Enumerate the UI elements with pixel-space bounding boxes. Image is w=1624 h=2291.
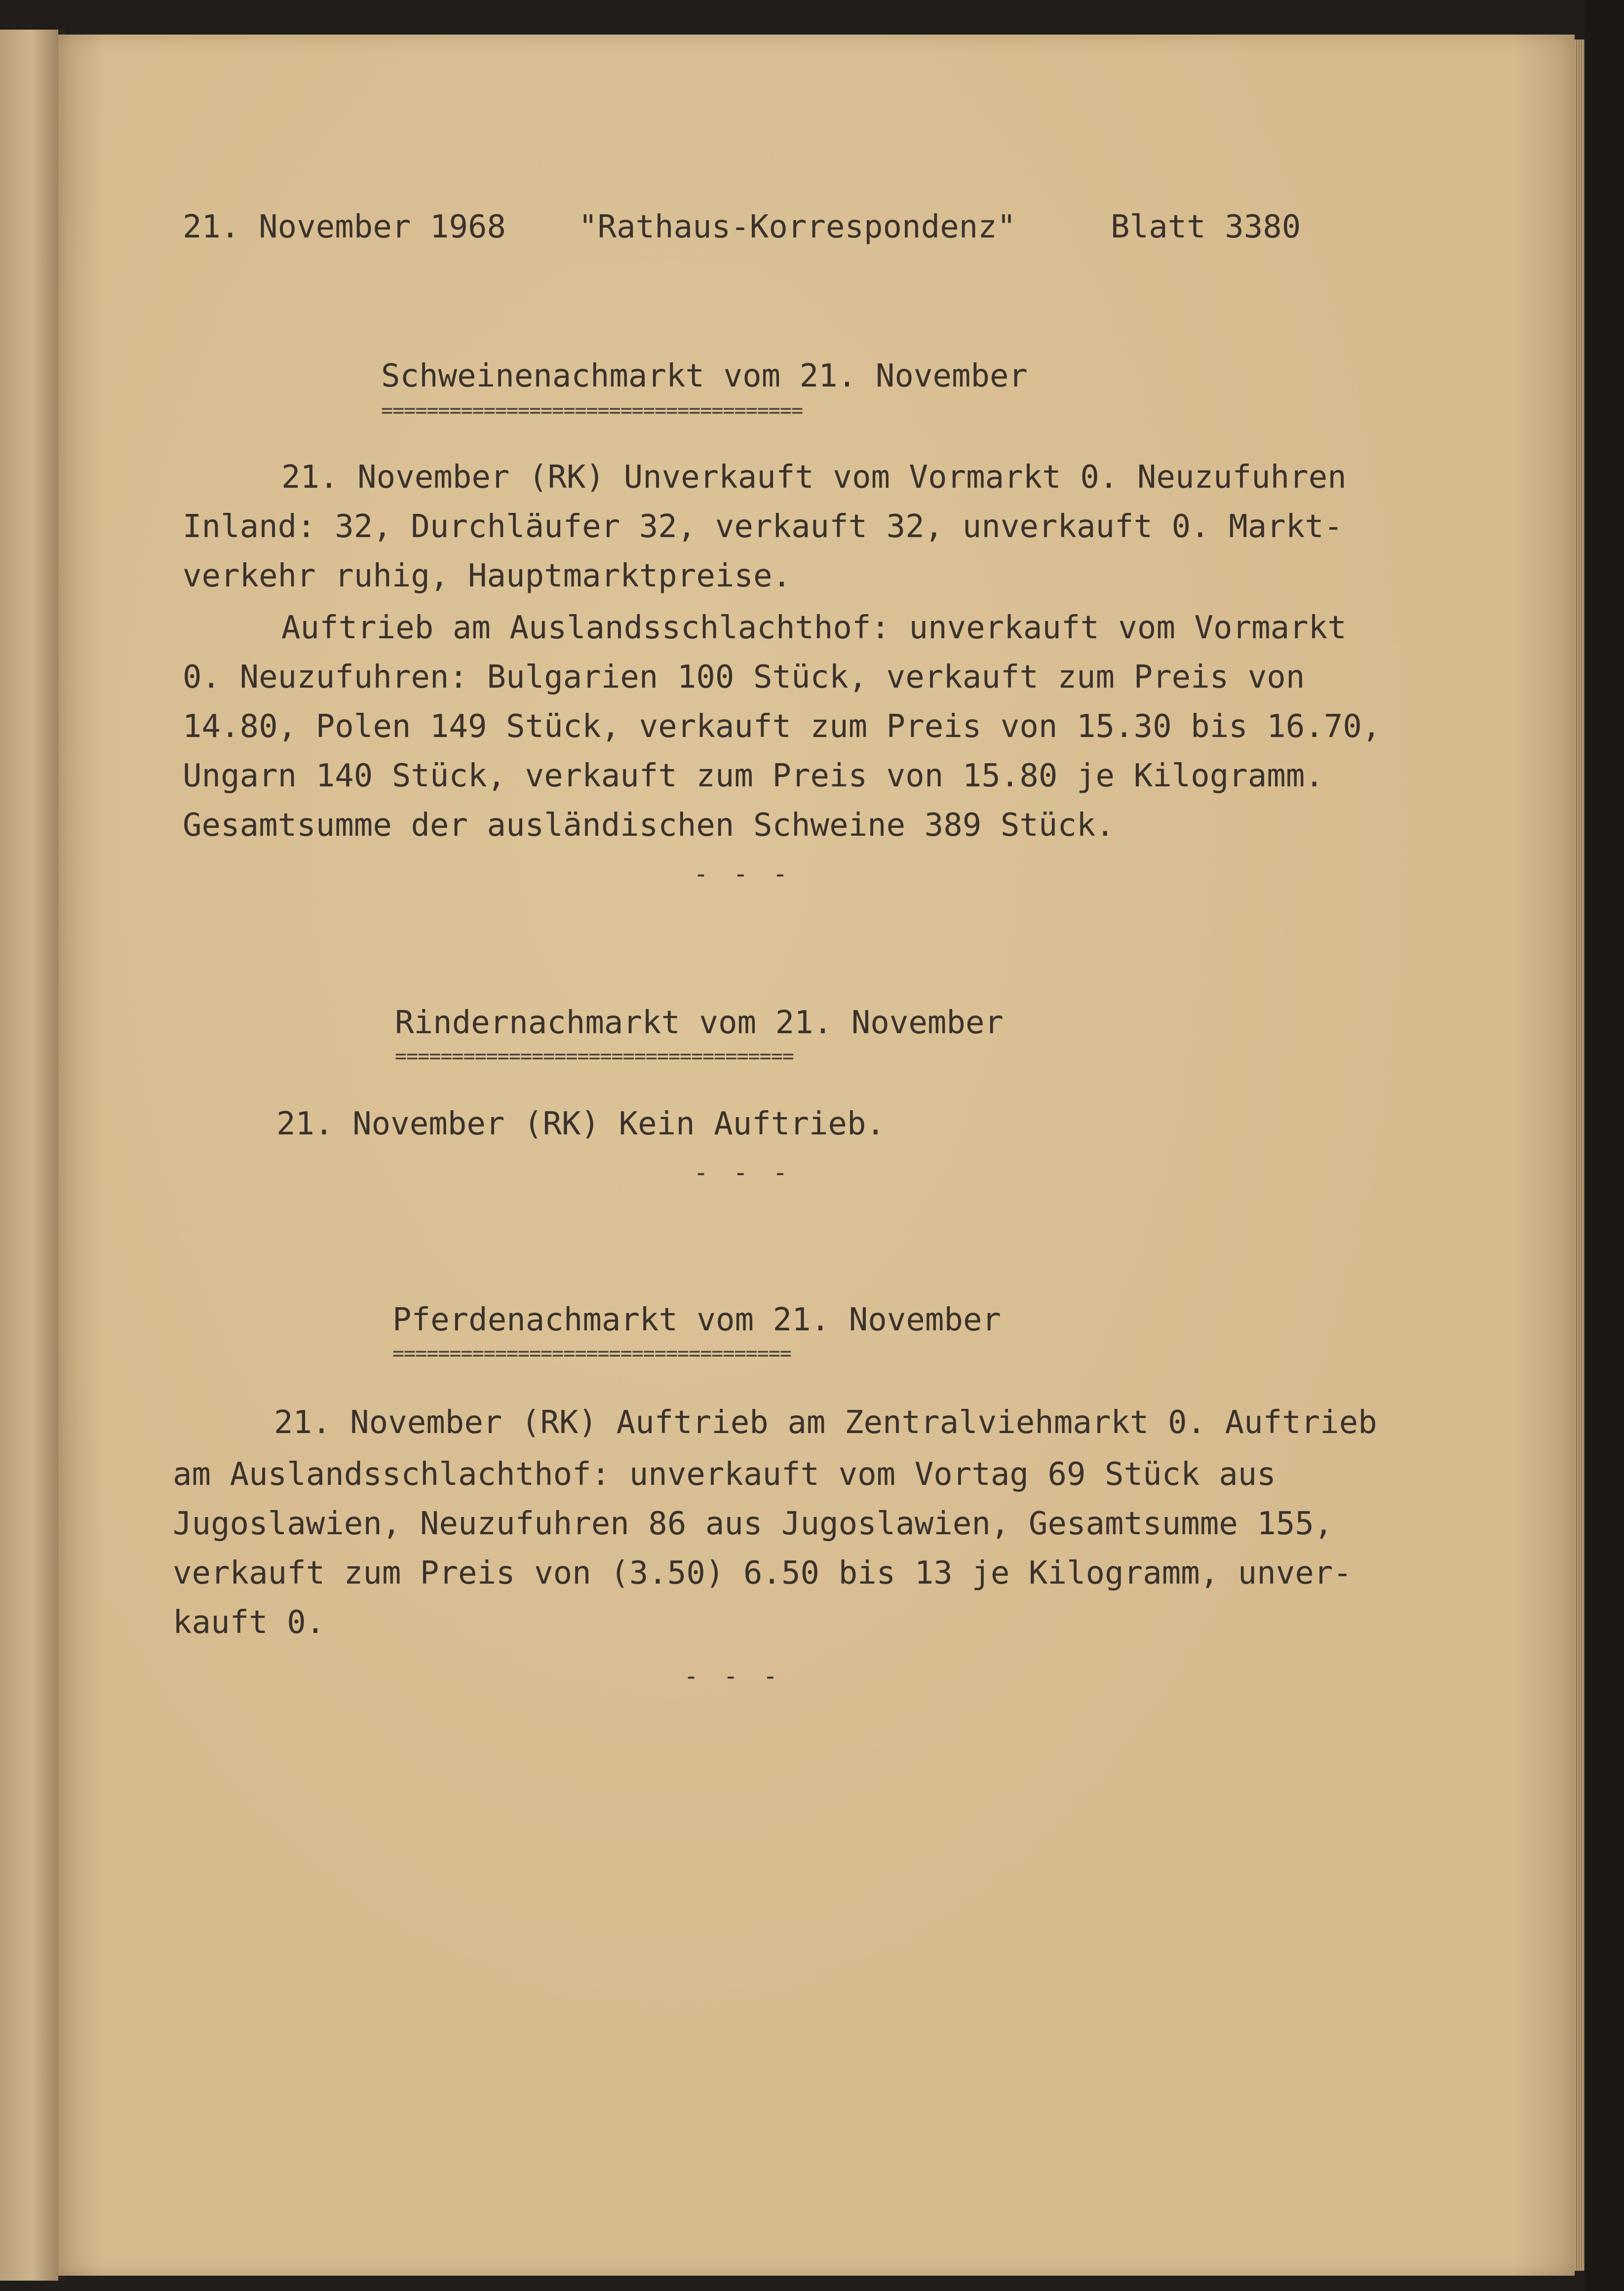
facing-page-edge — [0, 30, 60, 2281]
paragraph-line: Ungarn 140 Stück, verkauft zum Preis von 15.80 je Kilogramm. — [183, 758, 1324, 794]
paragraph-line: 14.80, Polen 149 Stück, verkauft zum Preis von 15.30 bis 16.70, — [183, 708, 1381, 745]
paragraph-line: 21. November (RK) Auftrieb am Zentralviehmarkt 0. Auftrieb — [274, 1404, 1377, 1441]
header-publication: "Rathaus-Korrespondenz" — [579, 209, 1016, 245]
paragraph-line: verkehr ruhig, Hauptmarktpreise. — [183, 558, 791, 594]
section-title-rinder: Rindernachmarkt vom 21. November — [395, 1005, 1004, 1041]
paragraph-line: verkauft zum Preis von (3.50) 6.50 bis 13 je Kilogramm, unver- — [173, 1555, 1352, 1592]
section-title-schweine: Schweinenachmarkt vom 21. November — [381, 358, 1028, 394]
title-underline-schweine: ===================================== — [381, 401, 803, 421]
section-title-pferde: Pferdenachmarkt vom 21. November — [392, 1302, 1001, 1338]
page-stack-edges — [1575, 39, 1585, 2271]
paragraph-line: Jugoslawien, Neuzufuhren 86 aus Jugoslawien, Gesamtsumme 155, — [173, 1506, 1333, 1542]
title-underline-pferde: =================================== — [392, 1344, 791, 1363]
paragraph-line: am Auslandsschlachthof: unverkauft vom Vortag 69 Stück aus — [173, 1456, 1276, 1493]
paragraph-line: 21. November (RK) Unverkauft vom Vormarkt 0. Neuzufuhren — [281, 459, 1347, 496]
paragraph-line: Inland: 32, Durchläufer 32, verkauft 32, unverkauft 0. Markt- — [183, 508, 1343, 545]
scan-border — [1585, 0, 1624, 2291]
section-end-mark: - - - — [694, 859, 793, 888]
paragraph-line: 0. Neuzufuhren: Bulgarien 100 Stück, verkauft zum Preis von — [183, 659, 1305, 696]
section-end-mark: - - - — [684, 1662, 783, 1690]
paragraph-line: kauft 0. — [173, 1604, 325, 1641]
title-underline-rinder: =================================== — [395, 1047, 794, 1066]
paragraph-line: 21. November (RK) Kein Auftrieb. — [276, 1106, 885, 1142]
paragraph-line: Gesamtsumme der ausländischen Schweine 389 Stück. — [183, 807, 1115, 844]
header-sheet: Blatt 3380 — [1111, 209, 1301, 245]
header-date: 21. November 1968 — [183, 209, 506, 245]
paragraph-line: Auftrieb am Auslandsschlachthof: unverkauft vom Vormarkt — [281, 610, 1347, 646]
section-end-mark: - - - — [694, 1158, 793, 1187]
